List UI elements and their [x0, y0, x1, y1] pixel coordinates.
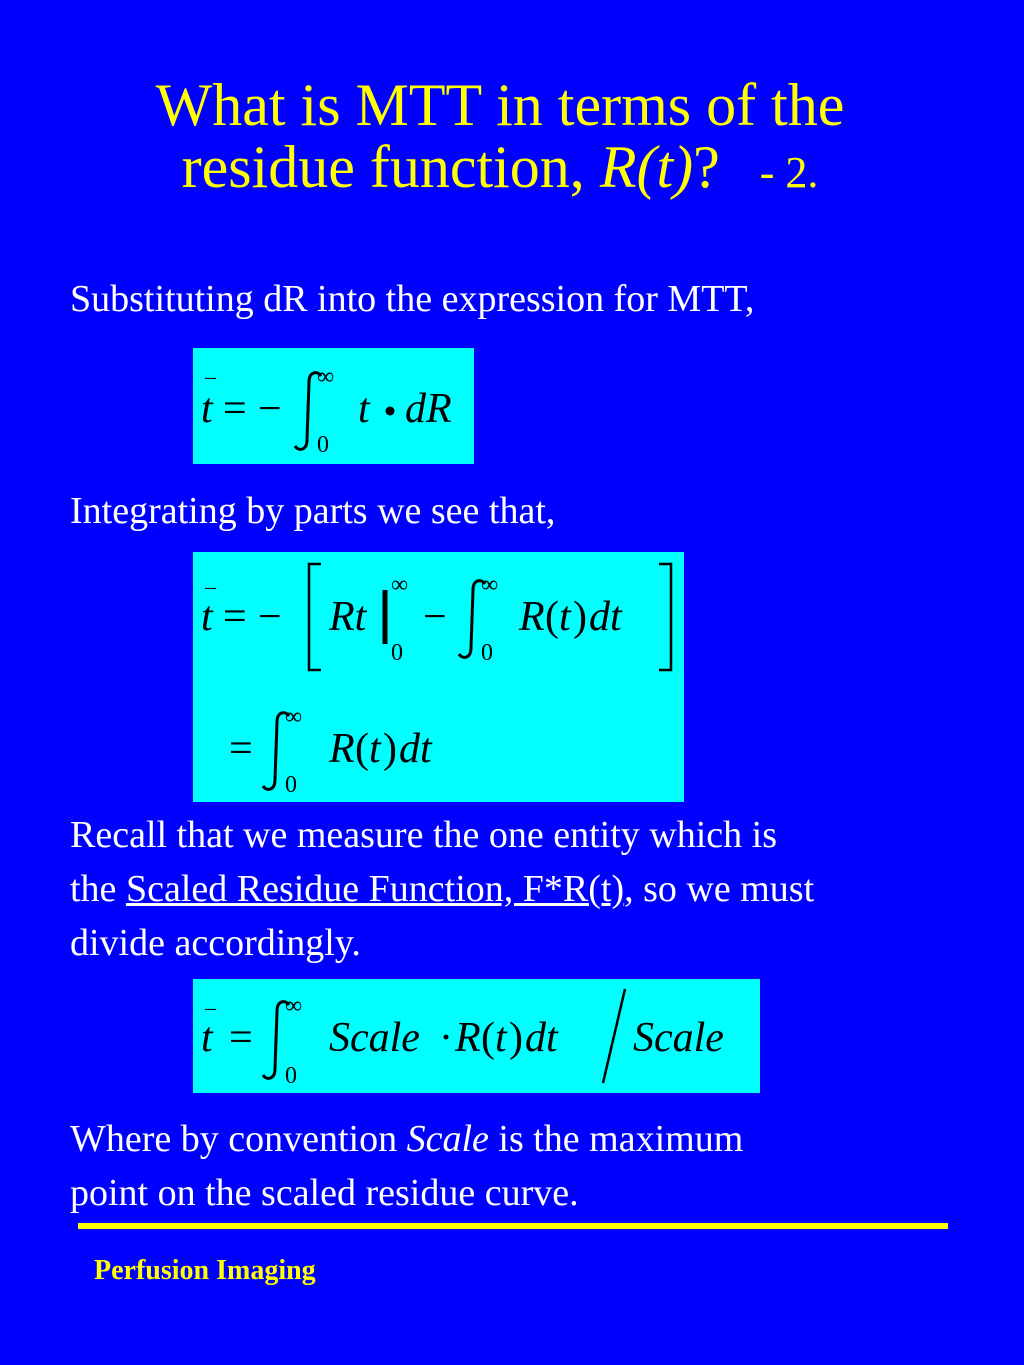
- title-suffix: - 2.: [759, 148, 819, 197]
- eq1-dR: dR: [405, 386, 452, 432]
- paragraph-integrating: Integrating by parts we see that,: [70, 490, 556, 532]
- slide-title: [0, 74, 1000, 204]
- eq2b-t-arg: t: [369, 726, 381, 772]
- eq3-scale-2: Scale: [633, 1015, 724, 1061]
- eq2-Rt: Rt: [329, 594, 367, 640]
- footer-divider: [78, 1223, 948, 1229]
- eq2b-close-paren: ): [383, 726, 397, 772]
- eq2-R: R: [519, 594, 545, 640]
- eq1-bar: _: [205, 356, 216, 381]
- eq2-int-upper: ∞: [481, 572, 499, 598]
- eq2b-open-paren: (: [355, 726, 369, 772]
- eq2-int-lower: 0: [481, 640, 493, 666]
- eq2b-equals: =: [229, 726, 253, 772]
- title-line-2: [0, 136, 1000, 204]
- eq2-t-arg: t: [559, 594, 571, 640]
- eq1-upper-limit: ∞: [317, 364, 335, 390]
- eq2-minus-2: −: [423, 594, 447, 640]
- eq3-division-slash: [603, 989, 625, 1083]
- eq3-int-lower: 0: [285, 1063, 297, 1089]
- eq3-bar: _: [205, 987, 216, 1012]
- eq2-close-paren: ): [573, 594, 587, 640]
- eq3-int-upper: ∞: [285, 993, 303, 1019]
- equation-mtt-integral: [193, 348, 474, 464]
- eq3-close-paren: ): [509, 1015, 523, 1061]
- equation-2-graphic: [193, 552, 684, 802]
- where-suffix: is the maximum: [488, 1118, 744, 1160]
- eq2-open-paren: (: [545, 594, 559, 640]
- eq2-t: t: [201, 594, 213, 640]
- eq3-scale-1: Scale: [329, 1015, 420, 1061]
- eq2-eval-lower: 0: [391, 640, 403, 666]
- title-prefix: residue function,: [181, 134, 600, 200]
- eq2-dt: dt: [589, 594, 622, 640]
- eq1-t-var: t: [358, 386, 370, 432]
- equation-scaled-mtt: [193, 979, 760, 1093]
- eq3-dot: ·: [439, 1015, 453, 1061]
- eq2-left-bracket: [309, 564, 321, 670]
- eq2-right-bracket: [659, 564, 671, 670]
- recall-suffix: , so we must: [624, 868, 815, 910]
- eq2b-R: R: [329, 726, 355, 772]
- paragraph-where: [70, 1112, 743, 1220]
- recall-line-2: [70, 862, 814, 916]
- eq3-t: t: [201, 1015, 213, 1061]
- equation-1-graphic: [193, 348, 474, 464]
- where-line-1: [70, 1112, 743, 1166]
- title-question-mark: ?: [693, 134, 720, 200]
- eq2b-dt: dt: [399, 726, 432, 772]
- eq1-equals: =: [223, 386, 247, 432]
- eq3-open-paren: (: [481, 1015, 495, 1061]
- eq3-R: R: [455, 1015, 481, 1061]
- recall-line-1: Recall that we measure the one entity which is: [70, 814, 777, 856]
- eq1-t: t: [201, 386, 213, 432]
- eq3-dt: dt: [525, 1015, 558, 1061]
- recall-line-3: divide accordingly.: [70, 922, 361, 964]
- eq2-eval-upper: ∞: [391, 572, 409, 598]
- paragraph-recall: [70, 808, 814, 970]
- eq1-minus: −: [258, 386, 282, 432]
- eq1-bullet: [386, 407, 395, 416]
- equation-3-graphic: [193, 979, 760, 1093]
- title-line-1: What is MTT in terms of the: [155, 72, 845, 138]
- footer-label: Perfusion Imaging: [94, 1255, 316, 1286]
- eq2-minus: −: [258, 594, 282, 640]
- recall-prefix: the: [70, 868, 126, 910]
- eq2-bar: _: [205, 566, 216, 591]
- eq3-equals: =: [229, 1015, 253, 1061]
- equation-integration-by-parts: [193, 552, 684, 802]
- eq2-equals: =: [223, 594, 247, 640]
- eq2b-int-lower: 0: [285, 772, 297, 798]
- title-function: R(t): [599, 134, 694, 200]
- eq2b-int-upper: ∞: [285, 704, 303, 730]
- eq3-t-arg: t: [495, 1015, 507, 1061]
- eq1-lower-limit: 0: [317, 432, 329, 458]
- where-prefix: Where by convention: [70, 1118, 407, 1160]
- scaled-residue-function-link: Scaled Residue Function, F*R(t): [125, 868, 625, 910]
- where-line-2: point on the scaled residue curve.: [70, 1172, 579, 1214]
- where-scale: Scale: [406, 1118, 489, 1160]
- paragraph-substituting: Substituting dR into the expression for MTT,: [70, 278, 755, 320]
